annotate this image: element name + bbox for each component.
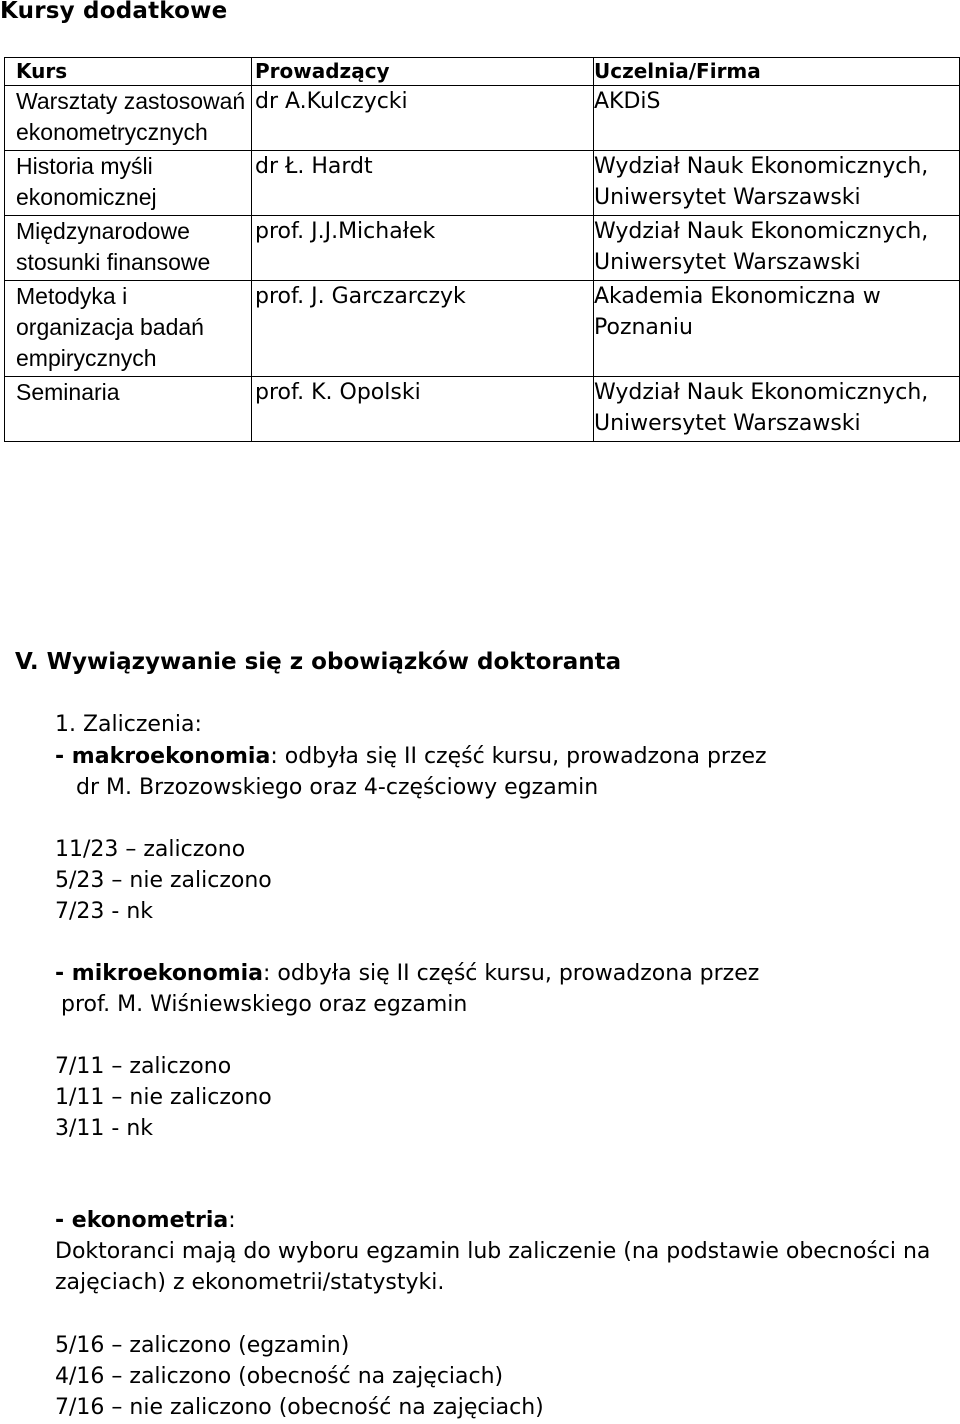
macro-line — [55, 741, 767, 772]
macro-name: makroekonomia — [71, 744, 271, 769]
micro-result: 3/11 - nk — [55, 1116, 154, 1141]
micro-prefix: - — [55, 961, 72, 986]
course-cell: Warsztaty zastosowań ekonometrycznych — [5, 86, 252, 151]
course-cell: Międzynarodowe stosunki finansowe — [5, 216, 252, 281]
macro-result: 5/23 – nie zaliczono — [55, 868, 272, 893]
institution-cell: Wydział Nauk Ekonomicznych, Uniwersytet Warszawski — [594, 216, 960, 281]
micro-name: mikroekonomia — [71, 961, 264, 986]
column-header-institution: Uczelnia/Firma — [594, 58, 960, 86]
lecturer-cell: prof. K. Opolski — [252, 377, 594, 442]
column-header-lecturer: Prowadzący — [252, 58, 594, 86]
lecturer-cell: prof. J.J.Michałek — [252, 216, 594, 281]
column-header-course: Kurs — [5, 58, 252, 86]
courses-table — [4, 57, 960, 442]
lecturer-cell: prof. J. Garczarczyk — [252, 281, 594, 377]
table-row — [5, 151, 960, 216]
institution-cell: AKDiS — [594, 86, 960, 151]
micro-line — [55, 958, 759, 989]
institution-cell: Akademia Ekonomiczna w Poznaniu — [594, 281, 960, 377]
course-cell: Historia myśli ekonomicznej — [5, 151, 252, 216]
macro-result: 11/23 – zaliczono — [55, 837, 246, 862]
micro-result: 1/11 – nie zaliczono — [55, 1085, 272, 1110]
macro-prefix: - — [55, 744, 72, 769]
institution-cell: Wydział Nauk Ekonomicznych, Uniwersytet Warszawski — [594, 377, 960, 442]
econ-result: 4/16 – zaliczono (obecność na zajęciach) — [55, 1364, 504, 1389]
section-title: V. Wywiązywanie się z obowiązków doktoranta — [15, 649, 622, 675]
item-label: 1. Zaliczenia: — [55, 712, 202, 737]
micro-result: 7/11 – zaliczono — [55, 1054, 232, 1079]
econ-result: 5/16 – zaliczono (egzamin) — [55, 1333, 350, 1358]
table-row — [5, 377, 960, 442]
macro-result: 7/23 - nk — [55, 899, 154, 924]
table-header-row — [5, 58, 960, 86]
page-heading: Kursy dodatkowe — [0, 0, 228, 24]
table-row — [5, 86, 960, 151]
macro-text-cont: dr M. Brzozowskiego oraz 4-częściowy egzamin — [76, 775, 599, 800]
course-cell: Metodyka i organizacja badań empirycznych — [5, 281, 252, 377]
institution-cell: Wydział Nauk Ekonomicznych, Uniwersytet Warszawski — [594, 151, 960, 216]
table-row — [5, 281, 960, 377]
table-row — [5, 216, 960, 281]
econ-line — [55, 1205, 236, 1236]
micro-text-cont: prof. M. Wiśniewskiego oraz egzamin — [61, 992, 468, 1017]
course-cell: Seminaria — [5, 377, 252, 442]
macro-text: : odbyła się II część kursu, prowadzona przez — [270, 744, 767, 769]
econ-text-cont: zajęciach) z ekonometrii/statystyki. — [55, 1270, 445, 1295]
econ-colon: : — [228, 1208, 236, 1233]
econ-result: 7/16 – nie zaliczono (obecność na zajęciach) — [55, 1395, 544, 1420]
micro-text: : odbyła się II część kursu, prowadzona przez — [263, 961, 760, 986]
lecturer-cell: dr A.Kulczycki — [252, 86, 594, 151]
econ-name: ekonometria — [71, 1208, 229, 1233]
econ-text: Doktoranci mają do wyboru egzamin lub zaliczenie (na podstawie obecności na — [55, 1239, 931, 1264]
lecturer-cell: dr Ł. Hardt — [252, 151, 594, 216]
econ-prefix: - — [55, 1208, 72, 1233]
